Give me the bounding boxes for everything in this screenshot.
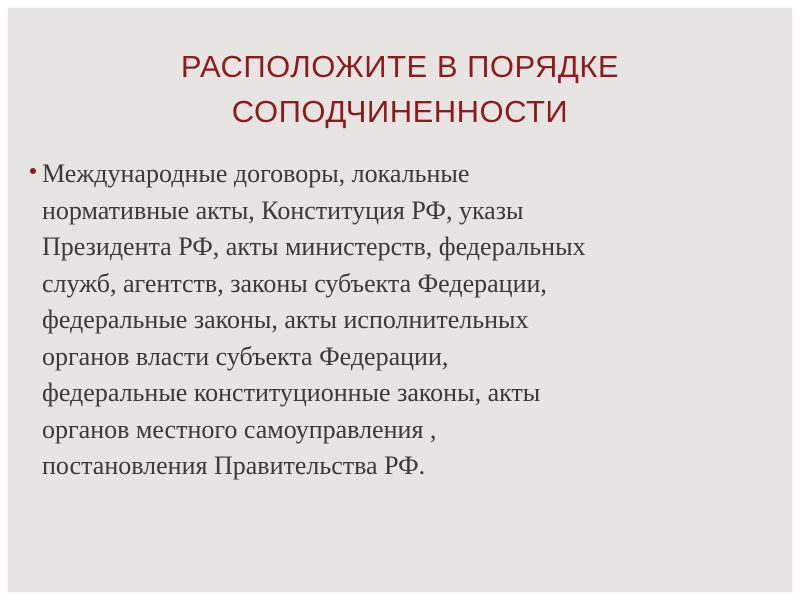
slide-body — [30, 156, 780, 485]
bullet-item — [30, 156, 780, 485]
bullet-text: Международные договоры, локальные нормативные акты, Конституция РФ, указы Президента РФ, акты министерств, федеральных служб, агентств, законы субъекта Федерации, федеральные законы, акты исполнительных органов власти субъекта Федерации, федеральные конституционные законы, акты органов местного самоуправления , постановления Правительства РФ. — [42, 159, 586, 480]
slide-title: РАСПОЛОЖИТЕ В ПОРЯДКЕ СОПОДЧИНЕННОСТИ — [180, 49, 620, 129]
bullet-dot-icon — [30, 168, 36, 174]
slide — [8, 8, 792, 592]
